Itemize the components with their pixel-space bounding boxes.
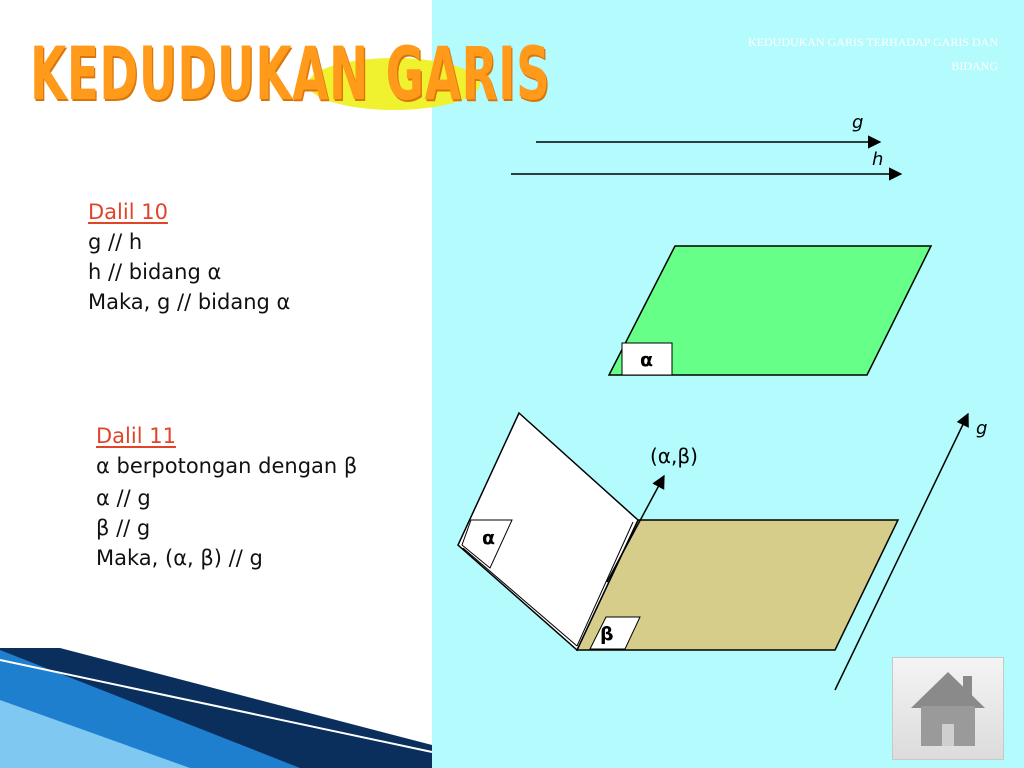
plane-alpha-label: α — [640, 349, 654, 371]
dalil-10-line: Maka, g // bidang α — [88, 290, 291, 314]
home-button[interactable] — [892, 657, 1004, 760]
dalil-11-line: α berpotongan dengan β — [96, 454, 358, 478]
diagram-bottom — [458, 413, 987, 690]
dalil-11-line: β // g — [96, 516, 151, 540]
dalil-10-line: g // h — [88, 230, 143, 254]
dalil-11-line: α // g — [96, 486, 151, 510]
decorative-stripes — [0, 648, 432, 768]
slide-header-line1: KEDUDUKAN GARIS TERHADAP GARIS DAN — [747, 35, 998, 49]
home-icon — [893, 658, 1003, 759]
plane-alpha-label-bottom: α — [482, 527, 496, 549]
dalil-10-line: h // bidang α — [88, 260, 222, 284]
dalil-11-line: Maka, (α, β) // g — [96, 546, 263, 570]
plane-beta-label: β — [600, 623, 614, 645]
diagram-top — [511, 112, 931, 375]
line-g-label: g — [852, 112, 864, 133]
line-h-label: h — [872, 149, 884, 170]
dalil-11-heading: Dalil 11 — [96, 424, 176, 448]
slide-title: KEDUDUKAN GARIS — [30, 32, 551, 117]
slide-header-line2: BIDANG — [951, 59, 998, 73]
dalil-10-heading: Dalil 10 — [88, 200, 168, 224]
line-g-bottom-label: g — [976, 418, 988, 439]
intersection-label: (α,β) — [650, 444, 698, 468]
